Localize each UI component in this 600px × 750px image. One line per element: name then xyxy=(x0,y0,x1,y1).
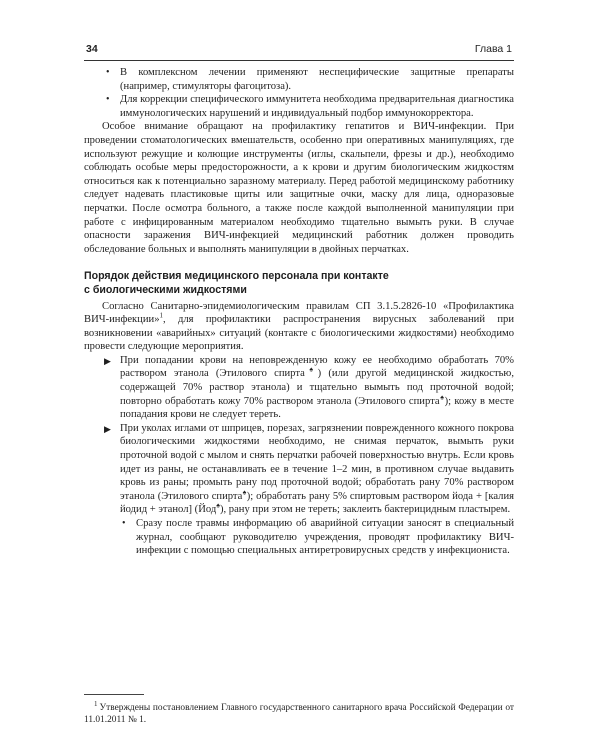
paragraph-text: , для профилактики распространения вирусных заболеваний при возникновении «аварийных» ситуаций (контакте с биологическими жидкостями) необходимо провести следующие мероприятия. xyxy=(84,314,514,353)
footnote-rule xyxy=(84,694,144,695)
registered-mark: ♠ xyxy=(216,501,220,510)
list-item-text: ); кожу в месте попадания крови не следует тереть. xyxy=(120,395,515,421)
footnote-text: Утверждены постановлением Главного государственного санитарного врача Российской Федерации от 11.01.2011 № 1. xyxy=(84,703,514,726)
bullet-icon: • xyxy=(122,518,126,529)
list-item-text: В комплексном лечении применяют неспецифические защитные препараты (например, стимуляторы фагоцитоза). xyxy=(120,67,514,92)
running-header xyxy=(84,43,514,59)
list-item xyxy=(84,66,514,93)
sub-bullet-list xyxy=(120,517,514,558)
registered-mark: ♠ xyxy=(304,365,318,374)
list-item-text: Сразу после травмы информацию об аварийной ситуации заносят в специальный журнал, сообщают руководителю учреждения, проводят профилактику ВИЧ-инфекции с помощью специальных антиретровирусных средств у инфекциониста. xyxy=(136,518,514,557)
footnote-number: 1 xyxy=(94,700,98,708)
list-item xyxy=(84,93,514,120)
registered-mark: ♠ xyxy=(439,393,445,402)
chapter-title: Глава 1 xyxy=(474,43,512,55)
paragraph xyxy=(84,300,514,354)
list-item-text: Для коррекции специфического иммунитета необходима предварительная диагностика иммунологических нарушений и индивидуальный подбор иммунокорректора. xyxy=(120,94,514,119)
header-rule xyxy=(84,60,514,61)
section-heading-line: Порядок действия медицинского персонала при контакте xyxy=(84,270,389,283)
list-item-text: При уколах иглами от шприцев, порезах, загрязнении поврежденного кожного покрова биологическими жидкостями необходимо, не снимая перчаток, вымыть руки проточной водой с мылом и снять перчатки рабочей поверхностью внутрь. Если кровь идет из раны, не останавливать ее в течение 1–2 мин, в противном случае выдавить кровь из раны; промыть рану под проточной водой; обработать рану 70% раствором этанола (Этилового спирта xyxy=(120,422,514,502)
footnote xyxy=(84,698,514,726)
registered-mark: ♠ xyxy=(242,488,247,497)
paragraph: Особое внимание обращают на профилактику гепатитов и ВИЧ-инфекции. При проведении стоматологических вмешательств, особенно при оперативных манипуляциях, где используют режущие и колющие инструменты (иглы, скальпели, фрезы и др.), необходимо соблюдать особые меры предосторожности, а к крови и другим биологическим жидкостям относиться как к потенциально заразному материалу. Перед работой медицинскому работнику следует надевать пластиковые щиты или защитные очки, маску для лица, одноразовые перчатки. После осмотра больного, а также после каждой выполненной манипуляции при работе с инфицированным материалом необходимо тщательно вымыть руки. В случае опасности заражения ВИЧ-инфекцией медицинский работник должен проводить обследование больных и выполнять манипуляции в двойных перчатках. xyxy=(84,121,514,255)
arrow-bullet-icon: ▶ xyxy=(104,423,111,434)
action-list xyxy=(84,354,514,558)
section-heading-line: с биологическими жидкостями xyxy=(84,283,247,296)
bullet-icon: • xyxy=(106,94,110,106)
footnote-reference: 1 xyxy=(159,311,163,320)
list-item-text: При попадании крови на неповрежденную кожу ее необходимо обработать 70% раствором этанола (Этилового спирта xyxy=(120,354,514,380)
list-item-text: ); обработать рану 5% спиртовым раствором йода + [калия йодид + этанол] (Йод xyxy=(120,490,515,516)
paragraph-text: Согласно Санитарно-эпидемиологическим правилам СП 3.1.5.2826-10 «Профилактика ВИЧ-инфекции» xyxy=(84,300,514,326)
page-number: 34 xyxy=(86,43,98,55)
list-item xyxy=(120,517,514,558)
section-heading xyxy=(84,270,514,297)
top-bullet-list xyxy=(84,66,514,120)
list-item xyxy=(84,354,514,422)
arrow-bullet-icon: ▶ xyxy=(104,355,111,366)
list-item-text: ) (или другой медицинской жидкостью, содержащей 70% раствор этанола) и тщательно вымыть под проточной водой; повторно обработать кожу 70% раствором этанола (Этилового спирта xyxy=(120,368,514,407)
bullet-icon: • xyxy=(106,67,110,78)
list-item-text: ), рану при этом не тереть; заклеить бактерицидным пластырем. xyxy=(219,504,511,516)
list-item xyxy=(84,422,514,558)
page-body xyxy=(84,66,514,558)
